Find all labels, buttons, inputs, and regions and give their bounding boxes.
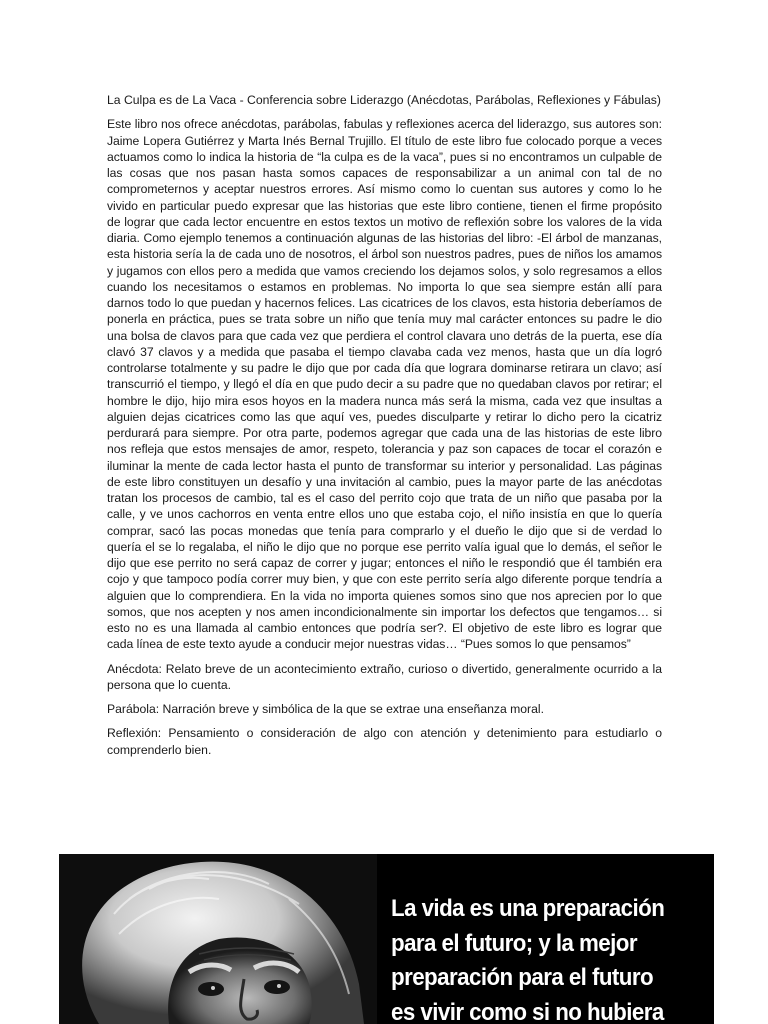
definition-parabola: Parábola: Narración breve y simbólica de la que se extrae una enseñanza moral. bbox=[107, 702, 544, 716]
definition-reflexion: Reflexión: Pensamiento o consideración de algo con atención y detenimiento para estudiarlo o comprenderlo bien. bbox=[107, 726, 662, 757]
document-title: La Culpa es de La Vaca - Conferencia sobre Liderazgo (Anécdotas, Parábolas, Reflexiones y Fábulas) bbox=[107, 93, 661, 107]
document-page bbox=[107, 92, 662, 766]
definition-anecdota: Anécdota: Relato breve de un acontecimiento extraño, curioso o divertido, generalmente ocurrido a la persona que lo cuenta. bbox=[107, 661, 662, 692]
quote-text: La vida es una preparación para el futuro; y la mejor preparación para el futuro es vivir como si no hubiera bbox=[391, 895, 665, 1024]
document-body: Este libro nos ofrece anécdotas, parábolas, fabulas y reflexiones acerca del liderazgo, sus autores son: Jaime Lopera Gutiérrez y Marta Inés Bernal Trujillo. El título de este libro fue colocado porque a veces actuamos como lo indica la historia de “la culpa es de la vaca”, pues si no encontramos un culpable de las cosas que nos pasan hasta somos capaces de responsabilizar a un animal con tal de no comprometernos y aceptar nuestros errores. Así mismo como lo cuentan sus autores y como lo he vivido en particular puedo expresar que las historias que este libro contiene, tienen el firme propósito de lograr que cada lector encuentre en estos textos un motivo de reflexión sobre los valores de la vida diaria. Como ejemplo tenemos a continuación algunas de las historias del libro: -El árbol de manzanas, esta historia sería la de cada uno de nosotros, el árbol son nuestros padres, pues de niños los amamos y jugamos con ellos pero a medida que vamos creciendo los dejamos solos, y solo regresamos a ellos cuando los necesitamos o estamos en problemas. No importa lo que sea siempre están allí para darnos todo lo que puedan y hacernos felices. Las cicatrices de los clavos, esta historia deberíamos de ponerla en práctica, pues se trata sobre un niño que tenía muy mal carácter entonces su padre le dio una bolsa de clavos para que cada vez que perdiera el control clavara uno detrás de la puerta, ese día clavó 37 clavos y a medida que pasaba el tiempo clavaba cada vez menos, hasta que un día logró controlarse totalmente y su padre le dijo que por cada día que lograra dominarse retirara un clavo; así transcurrió el tiempo, y llegó el día en que pudo decir a su padre que no quedaban clavos por retirar; el hombre le dijo, hijo mira esos hoyos en la madera nunca más será la misma, cada vez que insultas a alguien dejas cicatrices como las que aquí ves, puedes disculparte y retirar lo dicho pero la cicatriz perdurará para siempre. Por otra parte, podemos agregar que cada una de las historias de este libro nos refleja que estos mensajes de amor, respeto, tolerancia y paz son capaces de tocar el corazón e iluminar la mente de cada lector hasta el punto de transformar su interior y personalidad. Las páginas de este libro constituyen un desafío y una invitación al cambio, pues la mayor parte de las anécdotas tratan los procesos de cambio, tal es el caso del perrito cojo que trata de un niño que pasaba por la calle, y ve unos cachorros en venta entre ellos uno que estaba cojo, el niño insistía en que lo quería comprar, sacó las pocas monedas que tenía para comprarlo y el dueño le dijo que si de verdad lo quería el se lo regalaba, el niño le dijo que no porque ese perrito valía igual que lo demás, el señor le dijo que ese perrito no será capaz de correr y jugar; entonces el niño le respondió que él también era cojo y que tampoco podía correr muy bien, y que con este perrito sería algo diferente porque tendría a alguien que lo comprendiera. En la vida no importa quienes somos sino que nos aprecien por lo que somos, que nos acepten y nos amen incondicionalmente sin importar los defectos que tengamos… si esto no es una llamada al cambio entonces que podría ser?. El objetivo de este libro es lograr que cada línea de este texto ayude a conducir mejor nuestras vidas… “Pues somos lo que pensamos” bbox=[107, 117, 662, 652]
einstein-portrait bbox=[59, 854, 377, 1024]
quote-banner bbox=[59, 854, 714, 1024]
